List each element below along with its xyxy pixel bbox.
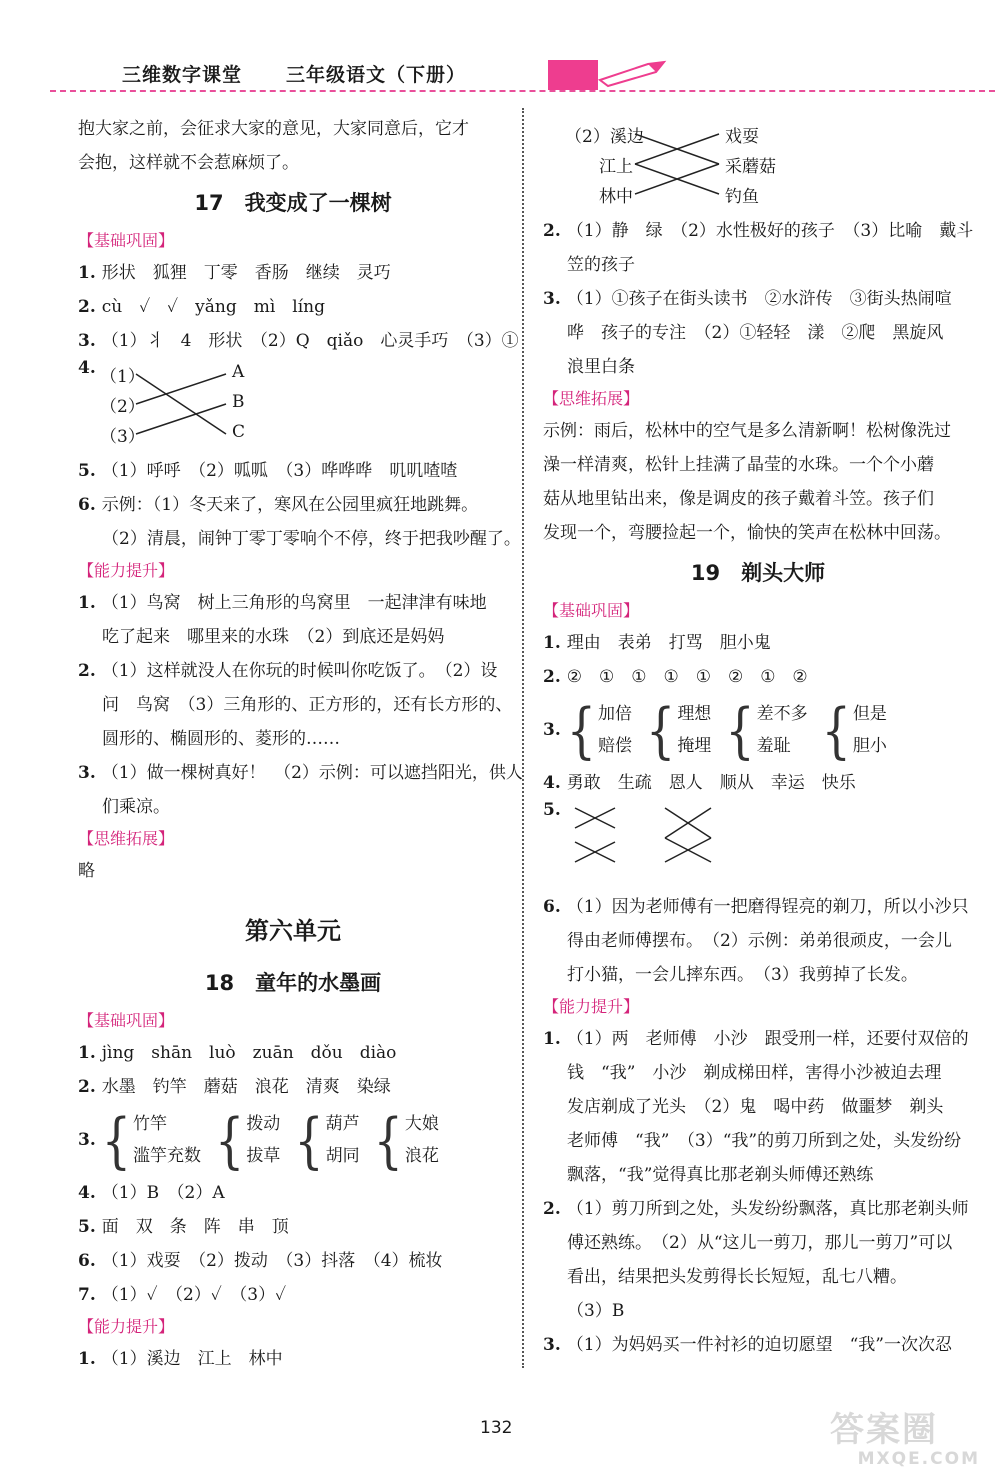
r-thinking-4: 发现一个，弯腰捡起一个，愉快的笑声在松林中回荡。	[543, 523, 951, 543]
r-q3-1: 3. （1）①孩子在街头读书 ②水浒传 ③街头热闹喧	[543, 289, 952, 309]
l17-a3-2: 们乘凉。	[102, 797, 170, 817]
l18-q3-groups: 3. { 竹竿 滥竽充数 { 拨动 拔草 { 葫芦 胡同 { 大娘 浪花	[78, 1104, 439, 1176]
l19-q3-groups: 3. { 加倍 赔偿 { 理想 掩埋 { 差不多 羞耻 { 但是 胆小	[543, 694, 887, 766]
l19-q5-crosses: 5.	[543, 800, 973, 890]
section-tag-basic: 【基础巩固】	[78, 231, 175, 250]
page-number: 132	[480, 1418, 513, 1438]
section-tag-basic: 【基础巩固】	[78, 1011, 175, 1030]
l19-a1-3: 发店剃成了光头 （2）鬼 喝中药 做噩梦 剃头	[567, 1097, 944, 1117]
l19-a1-1: 1. （1）两 老师傅 小沙 跟受刑一样，还要付双倍的	[543, 1029, 969, 1049]
series-title: 三维数字课堂	[122, 64, 243, 86]
matching-lines	[78, 358, 238, 454]
rocket-icon	[598, 56, 668, 90]
r-q3-3: 浪里白条	[567, 357, 635, 377]
section-tag-thinking: 【思维拓展】	[543, 389, 640, 408]
l19-q1: 1. 理由 表弟 打骂 胆小鬼	[543, 633, 771, 653]
l17-q6b: （2）清晨，闹钟丁零丁零响个不停，终于把我吵醒了。	[102, 529, 521, 549]
l17-q3: 3. （1）丬 4 形状 （2）Q qiǎo 心灵手巧 （3）①	[78, 331, 519, 351]
section-tag-ability: 【能力提升】	[78, 1317, 175, 1336]
l17-a3-1: 3. （1）做一棵树真好！ （2）示例：可以遮挡阳光，供人	[78, 763, 523, 783]
l17-q6a: 6. 示例：（1）冬天来了，寒风在公园里疯狂地跳舞。	[78, 495, 479, 515]
l19-q6-3: 打小猫，一会儿摔东西。 （3）我剪掉了长发。	[567, 965, 918, 985]
section-tag-thinking: 【思维拓展】	[78, 829, 175, 848]
l17-a2-1: 2. （1）这样就没人在你玩的时候叫你吃饭了。 （2）设	[78, 661, 498, 681]
l19-a1-4: 老师傅 “我” （3）“我”的剪刀所到之处，头发纷纷	[567, 1131, 962, 1151]
l18-q6: 6. （1）戏耍 （2）拨动 （3）抖落 （4）梳妆	[78, 1251, 443, 1271]
l19-q6-2: 得由老师傅摆布。 （2）示例：弟弟很顽皮，一会儿	[567, 931, 952, 951]
l17-q4-matching: 4. （1） （2） （3） A B C	[78, 358, 508, 454]
l17-q2: 2. cù ✓ ✓ yǎng mì líng	[78, 297, 325, 317]
l17-q1: 1. 形状 狐狸 丁零 香肠 继续 灵巧	[78, 263, 391, 283]
subject-title: 三年级语文（下册）	[286, 64, 467, 86]
l17-a1-2: 吃了起来 哪里来的水珠 （2）到底还是妈妈	[102, 627, 445, 647]
header-dashed-rule	[50, 90, 995, 92]
l19-q2: 2. ② ① ① ① ① ② ① ②	[543, 667, 808, 687]
l17-a1-1: 1. （1）鸟窝 树上三角形的鸟窝里 一起津津有味地	[78, 593, 487, 613]
l19-a3-1: 3. （1）为妈妈买一件衬衫的迫切愿望 “我”一次次忍	[543, 1335, 952, 1355]
lesson-19-title: 19 剃头大师	[690, 561, 826, 585]
r-q3-2: 哗 孩子的专注 （2）①轻轻 漾 ②爬 黑旋风	[567, 323, 944, 343]
r-q2-1: 2. （1）静 绿 （2）水性极好的孩子 （3）比喻 戴斗	[543, 221, 974, 241]
l19-a1-5: 飘落，“我”觉得真比那老剃头师傅还熟练	[567, 1165, 874, 1185]
cross-lines	[543, 800, 743, 890]
right-column	[543, 118, 973, 1362]
section-tag-ability: 【能力提升】	[543, 997, 640, 1016]
l19-a1-2: 钱 “我” 小沙 剃成梯田样，害得小沙被迫去理	[567, 1063, 942, 1083]
l19-q4: 4. 勇敢 生疏 恩人 顺从 幸运 快乐	[543, 773, 856, 793]
column-divider	[522, 108, 524, 1368]
lesson-17-title: 17 我变成了一棵树	[194, 191, 392, 215]
l19-a2-1: 2. （1）剪刀所到之处，头发纷纷飘落，真比那老剃头师	[543, 1199, 969, 1219]
l17-a2-3: 圆形的、椭圆形的、菱形的……	[102, 729, 340, 749]
header-accent-box	[548, 60, 598, 90]
intro-line-1: 抱大家之前，会征求大家的意见，大家同意后，它才	[78, 119, 469, 139]
intro-line-2: 会抱，这样就不会惹麻烦了。	[78, 153, 299, 173]
l17-q5: 5. （1）呼呼 （2）呱呱 （3）哗哗哗 叽叽喳喳	[78, 461, 458, 481]
l17-thinking: 略	[78, 861, 95, 881]
left-column	[78, 112, 523, 1376]
l19-q6-1: 6. （1）因为老师傅有一把磨得锃亮的剃刀，所以小沙只	[543, 897, 969, 917]
l18-q7: 7. （1）✓ （2）✓ （3）✓	[78, 1285, 287, 1305]
matching-lines	[543, 118, 733, 214]
l18-q1: 1. jìng shān luò zuān dǒu diào	[78, 1043, 397, 1063]
l19-a2-4: （3）B	[567, 1301, 625, 1321]
r-thinking-2: 澡一样清爽，松针上挂满了晶莹的水珠。一个个小蘑	[543, 455, 934, 475]
l18-q2: 2. 水墨 钓竿 蘑菇 浪花 清爽 染绿	[78, 1077, 391, 1097]
page-header	[0, 0, 1000, 100]
l18-q4: 4. （1）B （2）A	[78, 1183, 225, 1203]
r-thinking-1: 示例：雨后，松林中的空气是多么清新啊！松树像洗过	[543, 421, 951, 441]
r-thinking-3: 菇从地里钻出来，像是调皮的孩子戴着斗笠。孩子们	[543, 489, 934, 509]
l18-a1-matching: （2）溪边 江上 林中 戏耍 采蘑菇 钓鱼	[543, 118, 973, 214]
l18-a1: 1. （1）溪边 江上 林中	[78, 1349, 283, 1369]
l18-q5: 5. 面 双 条 阵 串 顶	[78, 1217, 289, 1237]
watermark-logo: 答案圈 MXQE.COM	[830, 1410, 980, 1469]
r-q2-2: 笠的孩子	[567, 255, 635, 275]
section-tag-ability: 【能力提升】	[78, 561, 175, 580]
lesson-18-title: 18 童年的水墨画	[204, 971, 382, 995]
l17-a2-2: 问 鸟窝 （3）三角形的、正方形的，还有长方形的、	[102, 695, 513, 715]
l19-a2-3: 看出，结果把头发剪得长长短短，乱七八糟。	[567, 1267, 907, 1287]
l19-a2-2: 傅还熟练。 （2）从“这儿一剪刀，那儿一剪刀”可以	[567, 1233, 953, 1253]
unit-title: 第六单元	[245, 917, 341, 945]
section-tag-basic: 【基础巩固】	[543, 601, 640, 620]
